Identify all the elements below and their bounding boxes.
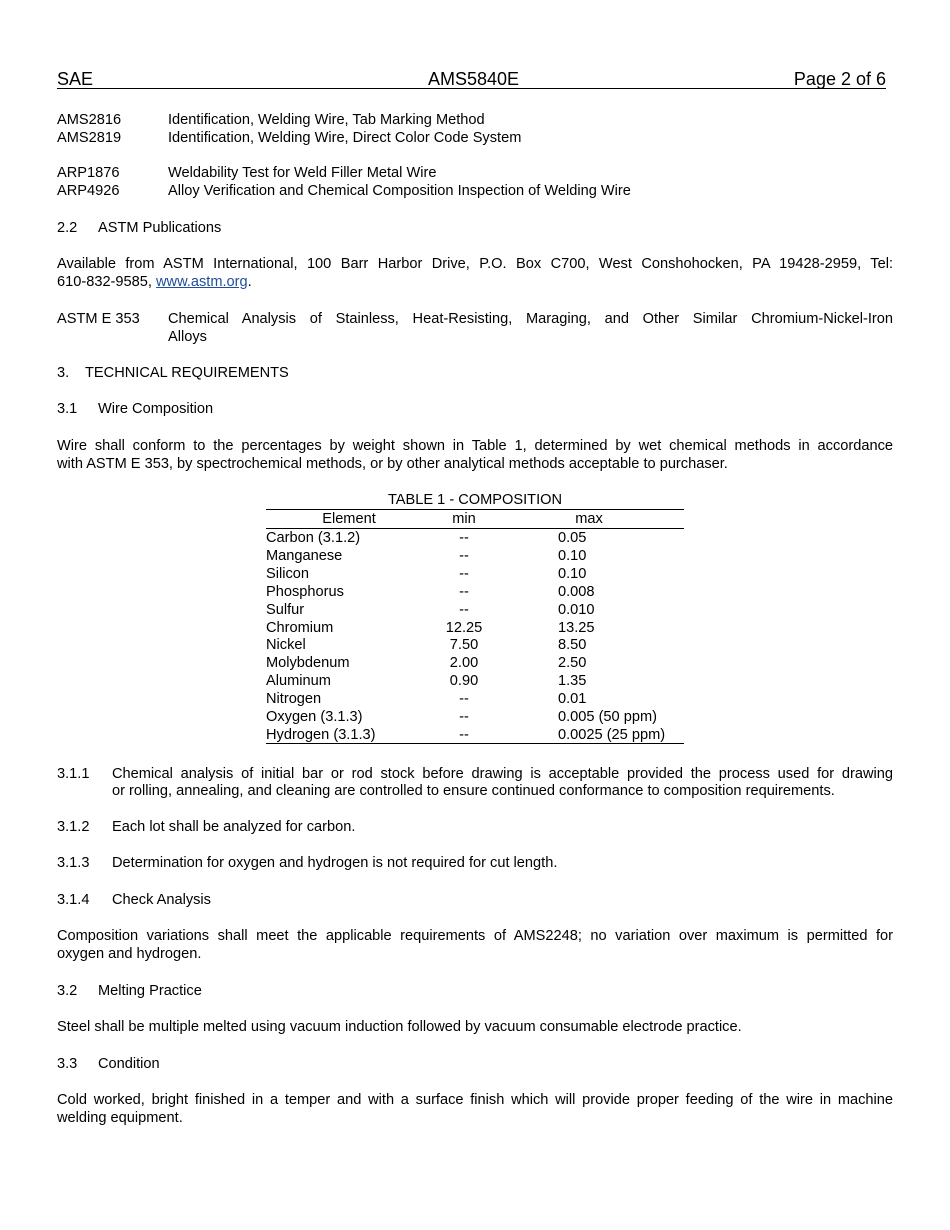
paragraph-line: oxygen and hydrogen.: [57, 946, 202, 962]
table-cell-max: 0.005 (50 ppm): [558, 709, 657, 725]
table-cell-element: Hydrogen (3.1.3): [266, 727, 376, 743]
paragraph-line: or rolling, annealing, and cleaning are controlled to ensure continued conformance to composition requirements.: [112, 783, 835, 799]
table-cell-min: --: [459, 709, 469, 725]
table-cell-max: 0.05: [558, 530, 587, 546]
section-number: 3.2: [57, 983, 78, 999]
ref-title: Identification, Welding Wire, Tab Marking Method: [168, 112, 485, 128]
table-cell-min: --: [459, 602, 469, 618]
paragraph-line: Steel shall be multiple melted using vacuum induction followed by vacuum consumable electrode practice.: [57, 1019, 742, 1035]
table-cell-element: Oxygen (3.1.3): [266, 709, 363, 725]
table-cell-max: 0.01: [558, 691, 587, 707]
table-cell-min: --: [459, 530, 469, 546]
table-cell-element: Silicon: [266, 566, 309, 582]
astm-availability-line2: [57, 273, 252, 291]
table-cell-element: Nickel: [266, 637, 306, 653]
ref-title: Chemical Analysis of Stainless, Heat-Resisting, Maraging, and Other Similar Chromium-Nickel-Iron: [168, 311, 893, 327]
paragraph-line: Chemical analysis of initial bar or rod stock before drawing is acceptable provided the process used for drawing: [112, 766, 893, 782]
table-cell-element: Phosphorus: [266, 584, 344, 600]
table-cell-max: 0.010: [558, 602, 595, 618]
table-cell-element: Sulfur: [266, 602, 305, 618]
table-cell-max: 2.50: [558, 655, 587, 671]
table-cell-min: --: [459, 584, 469, 600]
table-cell-max: 0.0025 (25 ppm): [558, 727, 666, 743]
section-number: 3.1: [57, 401, 78, 417]
section-title: Condition: [98, 1056, 160, 1072]
table-cell-max: 0.008: [558, 584, 595, 600]
ref-title: Weldability Test for Weld Filler Metal Wire: [168, 165, 437, 181]
table-cell-min: 2.00: [449, 655, 479, 671]
ref-code: ASTM E 353: [57, 311, 140, 327]
ref-title: Alloy Verification and Chemical Composition Inspection of Welding Wire: [168, 183, 631, 199]
section-title: TECHNICAL REQUIREMENTS: [85, 365, 289, 381]
table-cell-min: --: [459, 691, 469, 707]
astm-availability-line: Available from ASTM International, 100 Barr Harbor Drive, P.O. Box C700, West Conshohocken, PA 19428-2959, Tel:: [57, 256, 893, 272]
table-cell-min: 12.25: [445, 620, 483, 636]
column-header-min: min: [452, 511, 476, 527]
astm-punct: .: [247, 274, 252, 290]
table-rule-bottom: [266, 743, 684, 744]
table-cell-min: 0.90: [449, 673, 479, 689]
table-cell-element: Manganese: [266, 548, 343, 564]
table-cell-element: Chromium: [266, 620, 334, 636]
table-cell-min: --: [459, 566, 469, 582]
section-number: 3.1.3: [57, 855, 90, 871]
paragraph-line: Each lot shall be analyzed for carbon.: [112, 819, 356, 835]
table-cell-min: --: [459, 548, 469, 564]
section-number: 3.: [57, 365, 70, 381]
section-number: 3.1.2: [57, 819, 90, 835]
section-title: Melting Practice: [98, 983, 202, 999]
paragraph-line: Cold worked, bright finished in a temper and with a surface finish which will provide proper feeding of the wire in machine: [57, 1092, 893, 1108]
ref-code: ARP1876: [57, 165, 120, 181]
table-caption: TABLE 1 - COMPOSITION: [387, 492, 563, 508]
paragraph-line: Determination for oxygen and hydrogen is not required for cut length.: [112, 855, 558, 871]
table-cell-max: 0.10: [558, 548, 587, 564]
section-title: Wire Composition: [98, 401, 214, 417]
table-cell-element: Molybdenum: [266, 655, 350, 671]
column-header-element: Element: [322, 511, 376, 527]
section-number: 3.1.1: [57, 766, 90, 782]
table-cell-element: Nitrogen: [266, 691, 322, 707]
astm-phone: 610-832-9585,: [57, 274, 156, 290]
table-cell-element: Carbon (3.1.2): [266, 530, 361, 546]
ref-code: ARP4926: [57, 183, 120, 199]
section-number: 3.3: [57, 1056, 78, 1072]
ref-code: AMS2816: [57, 112, 122, 128]
table-cell-max: 0.10: [558, 566, 587, 582]
section-title: ASTM Publications: [98, 220, 222, 236]
section-number: 2.2: [57, 220, 78, 236]
section-number: 3.1.4: [57, 892, 90, 908]
astm-website-link[interactable]: www.astm.org: [156, 274, 248, 290]
table-cell-max: 8.50: [558, 637, 587, 653]
table-cell-min: --: [459, 727, 469, 743]
paragraph-line: Wire shall conform to the percentages by weight shown in Table 1, determined by wet chemical methods in accordance: [57, 438, 893, 454]
paragraph-line: welding equipment.: [57, 1110, 183, 1126]
table-cell-max: 1.35: [558, 673, 587, 689]
header-rule: [57, 88, 886, 89]
ref-title-cont: Alloys: [168, 329, 207, 345]
table-cell-element: Aluminum: [266, 673, 331, 689]
table-cell-max: 13.25: [558, 620, 595, 636]
header-page-number: Page 2 of 6: [793, 69, 886, 89]
paragraph-line: with ASTM E 353, by spectrochemical methods, or by other analytical methods acceptable to purchaser.: [57, 456, 728, 472]
header-org: SAE: [57, 69, 94, 89]
section-title: Check Analysis: [112, 892, 211, 908]
paragraph-line: Composition variations shall meet the applicable requirements of AMS2248; no variation over maximum is permitted for: [57, 928, 893, 944]
table-cell-min: 7.50: [449, 637, 479, 653]
ref-title: Identification, Welding Wire, Direct Color Code System: [168, 130, 522, 146]
ref-code: AMS2819: [57, 130, 122, 146]
column-header-max: max: [575, 511, 603, 527]
header-doc-number: AMS5840E: [428, 69, 520, 89]
